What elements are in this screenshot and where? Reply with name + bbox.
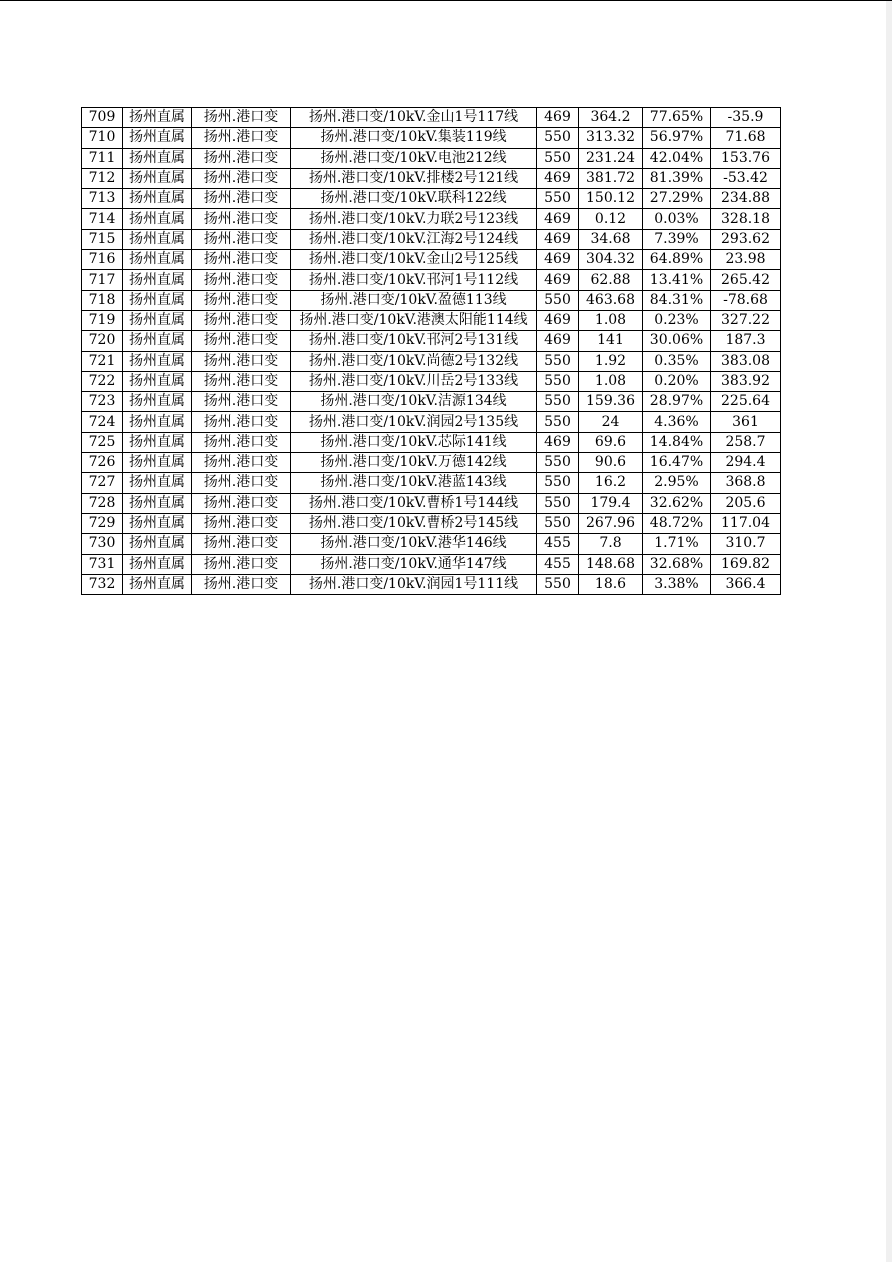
table-row <box>82 513 781 533</box>
table-row <box>82 128 781 148</box>
load-rate-cell: 13.41% <box>643 270 711 290</box>
substation-name-cell: 扬州.港口变 <box>192 351 291 371</box>
line-name-cell: 扬州.港口变/10kV.港华146线 <box>291 534 537 554</box>
line-name-cell: 扬州.港口变/10kV.尚德2号132线 <box>291 351 537 371</box>
line-name-cell: 扬州.港口变/10kV.曹桥1号144线 <box>291 493 537 513</box>
max-load-cell: 69.6 <box>579 432 643 452</box>
line-load-table <box>81 107 781 595</box>
substation-name-cell: 扬州.港口变 <box>192 310 291 330</box>
table-body <box>82 108 781 595</box>
rated-capacity-cell: 550 <box>537 412 579 432</box>
line-name-cell: 扬州.港口变/10kV.润园2号135线 <box>291 412 537 432</box>
substation-name-cell: 扬州.港口变 <box>192 270 291 290</box>
load-rate-cell: 56.97% <box>643 128 711 148</box>
rated-capacity-cell: 469 <box>537 250 579 270</box>
line-name-cell: 扬州.港口变/10kV.力联2号123线 <box>291 209 537 229</box>
load-rate-cell: 48.72% <box>643 513 711 533</box>
line-name-cell: 扬州.港口变/10kV.港澳太阳能114线 <box>291 310 537 330</box>
load-rate-cell: 64.89% <box>643 250 711 270</box>
available-capacity-cell: 153.76 <box>711 148 781 168</box>
max-load-cell: 267.96 <box>579 513 643 533</box>
load-rate-cell: 84.31% <box>643 290 711 310</box>
rated-capacity-cell: 550 <box>537 351 579 371</box>
line-name-cell: 扬州.港口变/10kV.通华147线 <box>291 554 537 574</box>
substation-name-cell: 扬州.港口变 <box>192 574 291 594</box>
max-load-cell: 159.36 <box>579 392 643 412</box>
unit-name-cell: 扬州直属 <box>123 554 192 574</box>
rated-capacity-cell: 550 <box>537 453 579 473</box>
available-capacity-cell: 265.42 <box>711 270 781 290</box>
load-rate-cell: 27.29% <box>643 189 711 209</box>
available-capacity-cell: 310.7 <box>711 534 781 554</box>
table-row <box>82 412 781 432</box>
rated-capacity-cell: 469 <box>537 432 579 452</box>
table-row <box>82 310 781 330</box>
rated-capacity-cell: 469 <box>537 229 579 249</box>
load-rate-cell: 81.39% <box>643 168 711 188</box>
page-top-border <box>0 0 892 1</box>
rated-capacity-cell: 550 <box>537 371 579 391</box>
substation-name-cell: 扬州.港口变 <box>192 168 291 188</box>
unit-name-cell: 扬州直属 <box>123 270 192 290</box>
table-row <box>82 331 781 351</box>
rated-capacity-cell: 550 <box>537 493 579 513</box>
table-row <box>82 453 781 473</box>
substation-name-cell: 扬州.港口变 <box>192 189 291 209</box>
unit-name-cell: 扬州直属 <box>123 513 192 533</box>
row-index-cell: 731 <box>82 554 123 574</box>
row-index-cell: 727 <box>82 473 123 493</box>
row-index-cell: 715 <box>82 229 123 249</box>
load-rate-cell: 3.38% <box>643 574 711 594</box>
unit-name-cell: 扬州直属 <box>123 331 192 351</box>
max-load-cell: 1.92 <box>579 351 643 371</box>
load-rate-cell: 0.20% <box>643 371 711 391</box>
substation-name-cell: 扬州.港口变 <box>192 554 291 574</box>
load-rate-cell: 77.65% <box>643 108 711 128</box>
line-name-cell: 扬州.港口变/10kV.排楼2号121线 <box>291 168 537 188</box>
rated-capacity-cell: 550 <box>537 290 579 310</box>
available-capacity-cell: 327.22 <box>711 310 781 330</box>
table-row <box>82 574 781 594</box>
rated-capacity-cell: 550 <box>537 574 579 594</box>
available-capacity-cell: -78.68 <box>711 290 781 310</box>
unit-name-cell: 扬州直属 <box>123 473 192 493</box>
row-index-cell: 720 <box>82 331 123 351</box>
row-index-cell: 726 <box>82 453 123 473</box>
available-capacity-cell: 169.82 <box>711 554 781 574</box>
line-name-cell: 扬州.港口变/10kV.联科122线 <box>291 189 537 209</box>
substation-name-cell: 扬州.港口变 <box>192 432 291 452</box>
max-load-cell: 7.8 <box>579 534 643 554</box>
load-rate-cell: 16.47% <box>643 453 711 473</box>
line-name-cell: 扬州.港口变/10kV.江海2号124线 <box>291 229 537 249</box>
max-load-cell: 141 <box>579 331 643 351</box>
available-capacity-cell: 294.4 <box>711 453 781 473</box>
line-name-cell: 扬州.港口变/10kV.港蓝143线 <box>291 473 537 493</box>
row-index-cell: 713 <box>82 189 123 209</box>
load-rate-cell: 28.97% <box>643 392 711 412</box>
rated-capacity-cell: 550 <box>537 513 579 533</box>
rated-capacity-cell: 469 <box>537 310 579 330</box>
row-index-cell: 711 <box>82 148 123 168</box>
rated-capacity-cell: 550 <box>537 148 579 168</box>
substation-name-cell: 扬州.港口变 <box>192 128 291 148</box>
substation-name-cell: 扬州.港口变 <box>192 513 291 533</box>
table-row <box>82 168 781 188</box>
row-index-cell: 719 <box>82 310 123 330</box>
max-load-cell: 304.32 <box>579 250 643 270</box>
rated-capacity-cell: 550 <box>537 189 579 209</box>
rated-capacity-cell: 469 <box>537 331 579 351</box>
unit-name-cell: 扬州直属 <box>123 290 192 310</box>
available-capacity-cell: 23.98 <box>711 250 781 270</box>
rated-capacity-cell: 469 <box>537 108 579 128</box>
unit-name-cell: 扬州直属 <box>123 392 192 412</box>
load-rate-cell: 0.03% <box>643 209 711 229</box>
substation-name-cell: 扬州.港口变 <box>192 453 291 473</box>
row-index-cell: 717 <box>82 270 123 290</box>
max-load-cell: 381.72 <box>579 168 643 188</box>
load-rate-cell: 4.36% <box>643 412 711 432</box>
unit-name-cell: 扬州直属 <box>123 310 192 330</box>
table-row <box>82 493 781 513</box>
row-index-cell: 724 <box>82 412 123 432</box>
substation-name-cell: 扬州.港口变 <box>192 392 291 412</box>
line-name-cell: 扬州.港口变/10kV.金山1号117线 <box>291 108 537 128</box>
table-row <box>82 229 781 249</box>
unit-name-cell: 扬州直属 <box>123 412 192 432</box>
row-index-cell: 728 <box>82 493 123 513</box>
available-capacity-cell: 293.62 <box>711 229 781 249</box>
rated-capacity-cell: 550 <box>537 473 579 493</box>
max-load-cell: 463.68 <box>579 290 643 310</box>
max-load-cell: 148.68 <box>579 554 643 574</box>
table-row <box>82 554 781 574</box>
row-index-cell: 732 <box>82 574 123 594</box>
available-capacity-cell: 361 <box>711 412 781 432</box>
table-row <box>82 270 781 290</box>
line-name-cell: 扬州.港口变/10kV.集装119线 <box>291 128 537 148</box>
row-index-cell: 729 <box>82 513 123 533</box>
load-rate-cell: 42.04% <box>643 148 711 168</box>
substation-name-cell: 扬州.港口变 <box>192 148 291 168</box>
available-capacity-cell: 205.6 <box>711 493 781 513</box>
load-rate-cell: 30.06% <box>643 331 711 351</box>
table-row <box>82 250 781 270</box>
max-load-cell: 18.6 <box>579 574 643 594</box>
row-index-cell: 710 <box>82 128 123 148</box>
substation-name-cell: 扬州.港口变 <box>192 371 291 391</box>
line-name-cell: 扬州.港口变/10kV.万德142线 <box>291 453 537 473</box>
substation-name-cell: 扬州.港口变 <box>192 412 291 432</box>
unit-name-cell: 扬州直属 <box>123 250 192 270</box>
max-load-cell: 150.12 <box>579 189 643 209</box>
table-row <box>82 473 781 493</box>
row-index-cell: 725 <box>82 432 123 452</box>
line-name-cell: 扬州.港口变/10kV.电池212线 <box>291 148 537 168</box>
unit-name-cell: 扬州直属 <box>123 493 192 513</box>
unit-name-cell: 扬州直属 <box>123 351 192 371</box>
line-name-cell: 扬州.港口变/10kV.邗河2号131线 <box>291 331 537 351</box>
unit-name-cell: 扬州直属 <box>123 128 192 148</box>
max-load-cell: 1.08 <box>579 310 643 330</box>
table-row <box>82 189 781 209</box>
max-load-cell: 1.08 <box>579 371 643 391</box>
load-rate-cell: 32.62% <box>643 493 711 513</box>
max-load-cell: 0.12 <box>579 209 643 229</box>
unit-name-cell: 扬州直属 <box>123 148 192 168</box>
table-row <box>82 108 781 128</box>
load-rate-cell: 7.39% <box>643 229 711 249</box>
line-name-cell: 扬州.港口变/10kV.洁源134线 <box>291 392 537 412</box>
line-name-cell: 扬州.港口变/10kV.润园1号111线 <box>291 574 537 594</box>
substation-name-cell: 扬州.港口变 <box>192 229 291 249</box>
line-name-cell: 扬州.港口变/10kV.邗河1号112线 <box>291 270 537 290</box>
max-load-cell: 179.4 <box>579 493 643 513</box>
rated-capacity-cell: 455 <box>537 554 579 574</box>
substation-name-cell: 扬州.港口变 <box>192 209 291 229</box>
table-row <box>82 351 781 371</box>
available-capacity-cell: 328.18 <box>711 209 781 229</box>
row-index-cell: 730 <box>82 534 123 554</box>
row-index-cell: 712 <box>82 168 123 188</box>
rated-capacity-cell: 550 <box>537 128 579 148</box>
unit-name-cell: 扬州直属 <box>123 209 192 229</box>
available-capacity-cell: 383.92 <box>711 371 781 391</box>
substation-name-cell: 扬州.港口变 <box>192 473 291 493</box>
table-row <box>82 432 781 452</box>
max-load-cell: 16.2 <box>579 473 643 493</box>
unit-name-cell: 扬州直属 <box>123 168 192 188</box>
substation-name-cell: 扬州.港口变 <box>192 493 291 513</box>
load-rate-cell: 0.35% <box>643 351 711 371</box>
available-capacity-cell: 258.7 <box>711 432 781 452</box>
available-capacity-cell: 368.8 <box>711 473 781 493</box>
substation-name-cell: 扬州.港口变 <box>192 290 291 310</box>
row-index-cell: 723 <box>82 392 123 412</box>
available-capacity-cell: 117.04 <box>711 513 781 533</box>
row-index-cell: 721 <box>82 351 123 371</box>
unit-name-cell: 扬州直属 <box>123 534 192 554</box>
line-name-cell: 扬州.港口变/10kV.芯际141线 <box>291 432 537 452</box>
available-capacity-cell: 71.68 <box>711 128 781 148</box>
line-name-cell: 扬州.港口变/10kV.金山2号125线 <box>291 250 537 270</box>
max-load-cell: 231.24 <box>579 148 643 168</box>
load-rate-cell: 1.71% <box>643 534 711 554</box>
max-load-cell: 364.2 <box>579 108 643 128</box>
unit-name-cell: 扬州直属 <box>123 108 192 128</box>
rated-capacity-cell: 469 <box>537 270 579 290</box>
unit-name-cell: 扬州直属 <box>123 432 192 452</box>
substation-name-cell: 扬州.港口变 <box>192 331 291 351</box>
row-index-cell: 722 <box>82 371 123 391</box>
table-row <box>82 209 781 229</box>
line-name-cell: 扬州.港口变/10kV.曹桥2号145线 <box>291 513 537 533</box>
rated-capacity-cell: 469 <box>537 209 579 229</box>
available-capacity-cell: -35.9 <box>711 108 781 128</box>
max-load-cell: 90.6 <box>579 453 643 473</box>
max-load-cell: 62.88 <box>579 270 643 290</box>
line-name-cell: 扬州.港口变/10kV.盈德113线 <box>291 290 537 310</box>
row-index-cell: 709 <box>82 108 123 128</box>
max-load-cell: 313.32 <box>579 128 643 148</box>
row-index-cell: 714 <box>82 209 123 229</box>
unit-name-cell: 扬州直属 <box>123 453 192 473</box>
table-row <box>82 290 781 310</box>
substation-name-cell: 扬州.港口变 <box>192 108 291 128</box>
substation-name-cell: 扬州.港口变 <box>192 534 291 554</box>
line-name-cell: 扬州.港口变/10kV.川岳2号133线 <box>291 371 537 391</box>
available-capacity-cell: -53.42 <box>711 168 781 188</box>
available-capacity-cell: 383.08 <box>711 351 781 371</box>
table-row <box>82 148 781 168</box>
rated-capacity-cell: 455 <box>537 534 579 554</box>
max-load-cell: 24 <box>579 412 643 432</box>
load-rate-cell: 2.95% <box>643 473 711 493</box>
max-load-cell: 34.68 <box>579 229 643 249</box>
table-row <box>82 534 781 554</box>
substation-name-cell: 扬州.港口变 <box>192 250 291 270</box>
unit-name-cell: 扬州直属 <box>123 574 192 594</box>
load-rate-cell: 32.68% <box>643 554 711 574</box>
row-index-cell: 718 <box>82 290 123 310</box>
unit-name-cell: 扬州直属 <box>123 371 192 391</box>
page-right-margin <box>886 1 892 1262</box>
available-capacity-cell: 225.64 <box>711 392 781 412</box>
table-row <box>82 392 781 412</box>
available-capacity-cell: 187.3 <box>711 331 781 351</box>
unit-name-cell: 扬州直属 <box>123 229 192 249</box>
row-index-cell: 716 <box>82 250 123 270</box>
load-rate-cell: 0.23% <box>643 310 711 330</box>
available-capacity-cell: 234.88 <box>711 189 781 209</box>
unit-name-cell: 扬州直属 <box>123 189 192 209</box>
rated-capacity-cell: 550 <box>537 392 579 412</box>
available-capacity-cell: 366.4 <box>711 574 781 594</box>
rated-capacity-cell: 469 <box>537 168 579 188</box>
table-row <box>82 371 781 391</box>
load-rate-cell: 14.84% <box>643 432 711 452</box>
